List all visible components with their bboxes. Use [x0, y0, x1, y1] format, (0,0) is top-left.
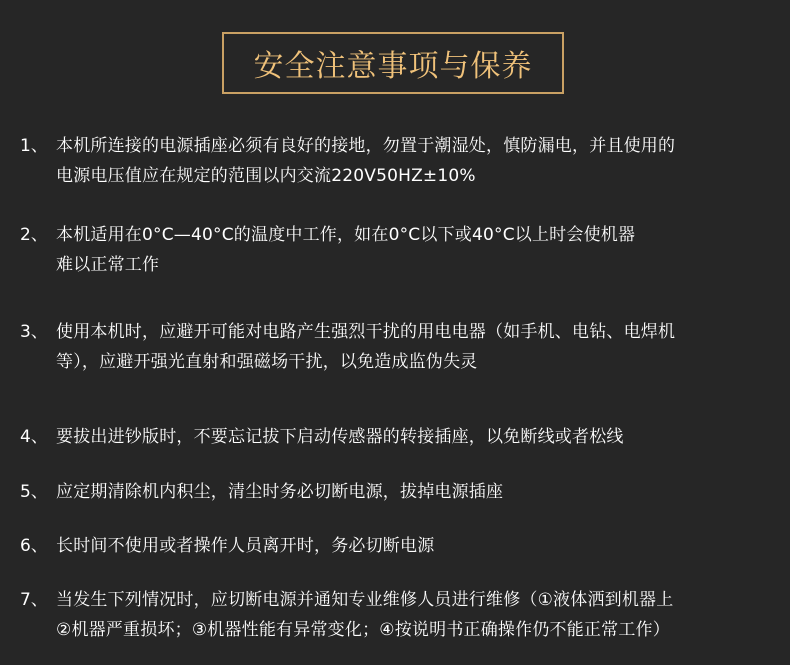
item-number: 5、: [20, 482, 48, 502]
item-text: [56, 317, 786, 377]
item-text: [56, 585, 786, 645]
item-line: 本机适用在0°C—40°C的温度中工作，如在0°C以下或40°C以上时会使机器: [56, 225, 636, 245]
item-number: 4、: [20, 427, 48, 447]
item-line: 本机所连接的电源插座必须有良好的接地，勿置于潮湿处，慎防漏电，并且使用的: [56, 136, 676, 156]
item-line: 使用本机时，应避开可能对电路产生强烈干扰的用电电器（如手机、电钻、电焊机: [56, 322, 676, 342]
item-number: 3、: [20, 322, 48, 342]
item-line: 应定期清除机内积尘，清尘时务必切断电源，拔掉电源插座: [56, 482, 504, 502]
page-title: 安全注意事项与保养: [253, 49, 533, 84]
item-number: 6、: [20, 536, 48, 556]
item-number: 7、: [20, 590, 48, 610]
item-text: [56, 220, 786, 280]
item-text: [56, 422, 786, 452]
item-line: 长时间不使用或者操作人员离开时，务必切断电源: [56, 536, 435, 556]
item-number: 1、: [20, 136, 48, 156]
item-line: ②机器严重损坏；③机器性能有异常变化；④按说明书正确操作仍不能正常工作）: [56, 620, 670, 640]
item-line: 要拔出进钞版时，不要忘记拔下启动传感器的转接插座，以免断线或者松线: [56, 427, 624, 447]
item-line: 电源电压值应在规定的范围以内交流220V50HZ±10%: [56, 166, 476, 186]
item-text: [56, 531, 786, 561]
item-text: [56, 477, 786, 507]
item-line: 当发生下列情况时，应切断电源并通知专业维修人员进行维修（①液体洒到机器上: [56, 590, 674, 610]
item-line: 难以正常工作: [56, 255, 160, 275]
item-text: [56, 131, 786, 191]
item-line: 等），应避开强光直射和强磁场干扰，以免造成监伪失灵: [56, 352, 478, 372]
item-number: 2、: [20, 225, 48, 245]
